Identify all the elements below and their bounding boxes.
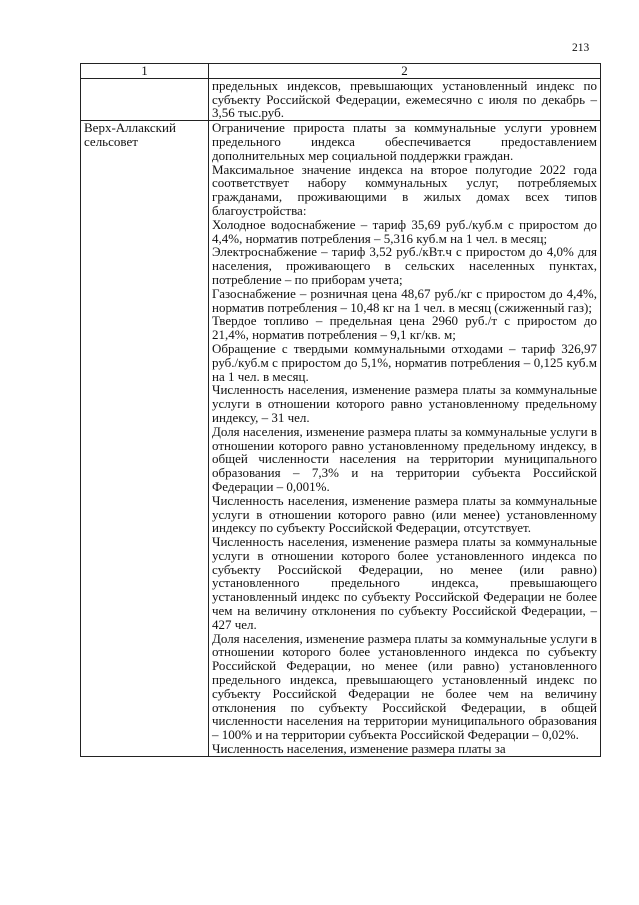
paragraph-fragment: Численность населения, изменение размера платы за bbox=[212, 742, 506, 756]
paragraph: Электроснабжение – тариф 3,52 руб./кВт.ч с приростом до 4,0% для населения, проживающего в сельских населенных пунктах, потребление – по приборам учета; bbox=[212, 244, 597, 287]
paragraph: Численность населения, изменение размера платы за коммунальные услуги в отношении которого более установленного индекса по субъекту Российской Федерации, но менее (или равно) установленного предельного индекса, превышающего установленный индекс по субъекту Российской Федерации не более чем на величину отклонения по субъекту Российской Федерации, – 427 чел. bbox=[212, 534, 597, 632]
column-header-1: 1 bbox=[81, 64, 209, 79]
paragraph: Ограничение прироста платы за коммунальные услуги уровнем предельного индекса обеспечивается предоставлением дополнительных мер социальной поддержки граждан. bbox=[212, 120, 597, 163]
column-header-2: 2 bbox=[209, 64, 601, 79]
paragraph: Твердое топливо – предельная цена 2960 руб./т с приростом до 21,4%, норматив потребления – 9,1 кг/кв. м; bbox=[212, 313, 597, 343]
paragraph: Холодное водоснабжение – тариф 35,69 руб./куб.м с приростом до 4,4%, норматив потребления – 5,316 куб.м на 1 чел. в месяц; bbox=[212, 216, 597, 246]
paragraph: Доля населения, изменение размера платы за коммунальные услуги в отношении которого более установленного индекса по субъекту Российской Федерации, но менее (или равно) установленного предельного индекса, превышающего установленный индекс по субъекту Российской Федерации не более чем на величину отклонения по субъекту Российской Федерации, в общей численности населения на территории муниципального образования – 100% и на территории субъекта Российской Федерации – 0,02%. bbox=[212, 630, 597, 743]
continuation-cell bbox=[209, 78, 601, 120]
table-row bbox=[81, 121, 601, 757]
table-row bbox=[81, 78, 601, 120]
paragraph: Газоснабжение – розничная цена 48,67 руб./кг с приростом до 4,4%, норматив потребления – 10,48 кг на 1 чел. в месяц (сжиженный газ); bbox=[212, 285, 597, 315]
table-header-row bbox=[81, 64, 601, 79]
paragraph: Обращение с твердыми коммунальными отходами – тариф 326,97 руб./куб.м с приростом до 5,1%, норматив потребления – 0,125 куб.м на 1 чел. в месяц. bbox=[212, 340, 597, 384]
data-table bbox=[80, 63, 601, 757]
paragraph: Численность населения, изменение размера платы за коммунальные услуги в отношении которого равно установленному предельному индексу, – 31 чел. bbox=[212, 382, 597, 425]
municipality-cell bbox=[81, 121, 209, 757]
paragraph: Доля населения, изменение размера платы за коммунальные услуги в отношении которого равно установленному предельному индексу, в общей численности населения на территории муниципального образования – 7,3% и на территории субъекта Российской Федерации – 0,001%. bbox=[212, 423, 597, 494]
continuation-text: предельных индексов, превышающих установленный индекс по субъекту Российской Федерации, ежемесячно с июля по декабрь – 3,56 тыс.руб. bbox=[212, 77, 597, 121]
empty-cell bbox=[81, 78, 209, 120]
page-number: 213 bbox=[572, 42, 590, 54]
description-cell bbox=[209, 121, 601, 757]
paragraph: Численность населения, изменение размера платы за коммунальные услуги в отношении которого равно (или менее) установленному индексу по субъекту Российской Федерации, отсутствует. bbox=[212, 492, 597, 536]
municipality-name: Верх-Аллакский сельсовет bbox=[84, 120, 176, 149]
paragraph: Максимальное значение индекса на второе полугодие 2022 года соответствует набору коммунальных услуг, потребляемых гражданами, проживающими в жилых домах всех типов благоустройства: bbox=[212, 161, 597, 218]
